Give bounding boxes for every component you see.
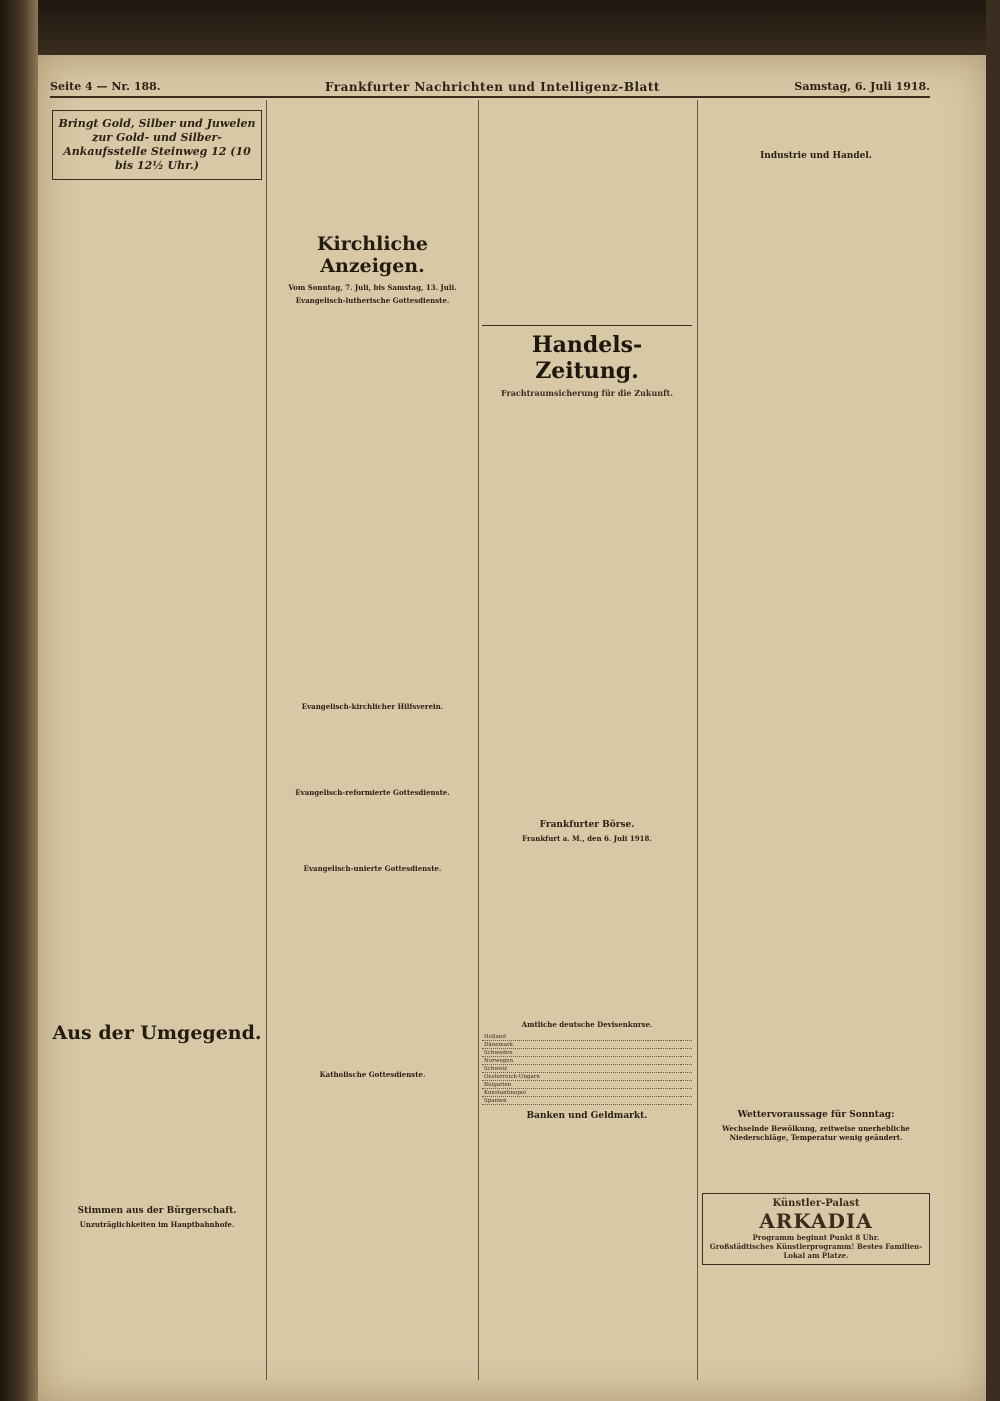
rates-cell (659, 1049, 670, 1057)
text-block (482, 100, 692, 315)
rates-cell (659, 1097, 670, 1105)
rates-country: Konstantinopel (482, 1089, 648, 1097)
text-block (482, 846, 692, 1016)
church-heading: Katholische Gottesdienste. (319, 1070, 426, 1079)
rates-cell (648, 1073, 659, 1081)
text-block (270, 876, 475, 1066)
church-heading: Evangelisch-reformierte Gottesdienste. (295, 788, 450, 797)
text-block (270, 1082, 475, 1322)
arkadia-ad (702, 1193, 930, 1265)
page-number: Seite 4 — Nr. 188. (50, 80, 161, 93)
column-divider (697, 100, 698, 1380)
arkadia-ad-line2: Programm beginnt Punkt 8 Uhr. (752, 1233, 880, 1242)
rates-table (482, 1033, 692, 1105)
section-subtitle: Vom Sonntag, 7. Juli, bis Samstag, 13. Juli. (288, 283, 457, 292)
column-divider (478, 100, 479, 1380)
rates-cell (670, 1057, 681, 1065)
rates-cell (681, 1097, 692, 1105)
text-block (270, 800, 475, 860)
rates-cell (681, 1041, 692, 1049)
rates-row (482, 1049, 692, 1057)
rates-cell (670, 1033, 681, 1041)
rates-cell (659, 1033, 670, 1041)
scan-left-border (0, 0, 38, 1401)
section-subtitle: Unzuträglichkeiten im Hauptbahnhofe. (79, 1220, 235, 1229)
rates-cell (670, 1089, 681, 1097)
rates-country: Oesterreich-Ungarn (482, 1073, 648, 1081)
church-heading: Evangelisch-kirchlicher Hilfsverein. (301, 702, 444, 711)
rates-cell (670, 1041, 681, 1049)
arkadia-ad-name: ARKADIA (759, 1209, 873, 1233)
rates-cell (648, 1033, 659, 1041)
section-title-banken: Banken und Geldmarkt. (526, 1111, 648, 1121)
rates-row (482, 1081, 692, 1089)
section-title-handels: Handels-Zeitung. (482, 325, 692, 384)
rates-cell (681, 1049, 692, 1057)
scan-top-border (0, 0, 1000, 55)
section-title-boerse: Frankfurter Börse. (539, 820, 635, 830)
rates-cell (681, 1081, 692, 1089)
text-block (52, 1050, 262, 1200)
rates-country: Dänemark (482, 1041, 648, 1049)
rates-cell (659, 1057, 670, 1065)
church-heading: Evangelisch-unierte Gottesdienste. (303, 864, 442, 873)
boerse-date: Frankfurt a. M., den 6. Juli 1918. (522, 834, 652, 843)
arkadia-ad-line3: Großstädtisches Künstlerprogramm! Bestes Familien-Lokal am Platze. (709, 1242, 923, 1260)
rates-cell (681, 1089, 692, 1097)
rates-title: Amtliche deutsche Devisenkurse. (521, 1020, 653, 1029)
text-block (702, 164, 930, 1104)
text-block (52, 714, 262, 1014)
rates-row (482, 1057, 692, 1065)
rates-cell (681, 1073, 692, 1081)
rates-cell (670, 1065, 681, 1073)
rates-cell (670, 1049, 681, 1057)
rates-country: Schweden (482, 1049, 648, 1057)
scan-right-border (986, 0, 1000, 1401)
text-block (482, 404, 692, 814)
text-block (52, 190, 262, 710)
arkadia-ad-line1: Künstler-Palast (772, 1198, 860, 1209)
rates-cell (659, 1041, 670, 1049)
column-divider (266, 100, 267, 1380)
rates-cell (681, 1057, 692, 1065)
section-title-umgegend: Aus der Umgegend. (52, 1022, 262, 1044)
rates-cell (648, 1081, 659, 1089)
rates-cell (659, 1073, 670, 1081)
rates-cell (648, 1089, 659, 1097)
rates-cell (670, 1081, 681, 1089)
church-heading: Evangelisch-lutherische Gottesdienste. (295, 296, 450, 305)
rates-cell (659, 1089, 670, 1097)
section-subtitle: Frachtraumsicherung für die Zukunft. (500, 388, 674, 398)
section-title-kirchliche: Kirchliche Anzeigen. (316, 233, 429, 277)
rates-country: Norwegen (482, 1057, 648, 1065)
rates-cell (681, 1033, 692, 1041)
text-block (270, 308, 475, 698)
rates-cell (659, 1065, 670, 1073)
rates-row (482, 1041, 692, 1049)
text-block (702, 100, 930, 145)
column-3 (482, 100, 692, 1380)
rates-cell (659, 1081, 670, 1089)
rates-cell (648, 1057, 659, 1065)
gold-silver-ad: Bringt Gold, Silber und Juwelen zur Gold- und Silber-Ankaufsstelle Steinweg 12 (10 bis 12½ Uhr.) (52, 110, 262, 180)
rates-country: Schweiz (482, 1065, 648, 1073)
rates-cell (648, 1097, 659, 1105)
rates-country: Holland (482, 1033, 648, 1041)
text-block (702, 1145, 930, 1185)
masthead: Frankfurter Nachrichten und Intelligenz-Blatt (325, 80, 660, 94)
rates-country: Spanien (482, 1097, 648, 1105)
rates-cell (648, 1065, 659, 1073)
column-2 (270, 100, 475, 1380)
text-block (270, 714, 475, 784)
rates-cell (648, 1049, 659, 1057)
rates-row (482, 1033, 692, 1041)
issue-date: Samstag, 6. Juli 1918. (794, 80, 930, 93)
text-block (52, 1232, 262, 1352)
weather-text: Wechselnde Bewölkung, zeitweise unerhebliche Niederschläge, Temperatur wenig geändert. (722, 1124, 910, 1142)
section-title-buergerschaft: Stimmen aus der Bürgerschaft. (77, 1206, 237, 1216)
column-1 (52, 100, 262, 1380)
header-rule (50, 96, 930, 98)
rates-cell (681, 1065, 692, 1073)
rates-row (482, 1089, 692, 1097)
weather-title: Wettervoraussage für Sonntag: (737, 1110, 895, 1120)
rates-cell (670, 1073, 681, 1081)
section-title-industrie: Industrie und Handel. (760, 151, 872, 161)
rates-row (482, 1073, 692, 1081)
text-block (270, 100, 475, 225)
rates-cell (670, 1097, 681, 1105)
rates-row (482, 1065, 692, 1073)
text-block (482, 1124, 692, 1244)
rates-country: Bulgarien (482, 1081, 648, 1089)
rates-cell (648, 1041, 659, 1049)
column-4 (702, 100, 930, 1380)
rates-row (482, 1097, 692, 1105)
